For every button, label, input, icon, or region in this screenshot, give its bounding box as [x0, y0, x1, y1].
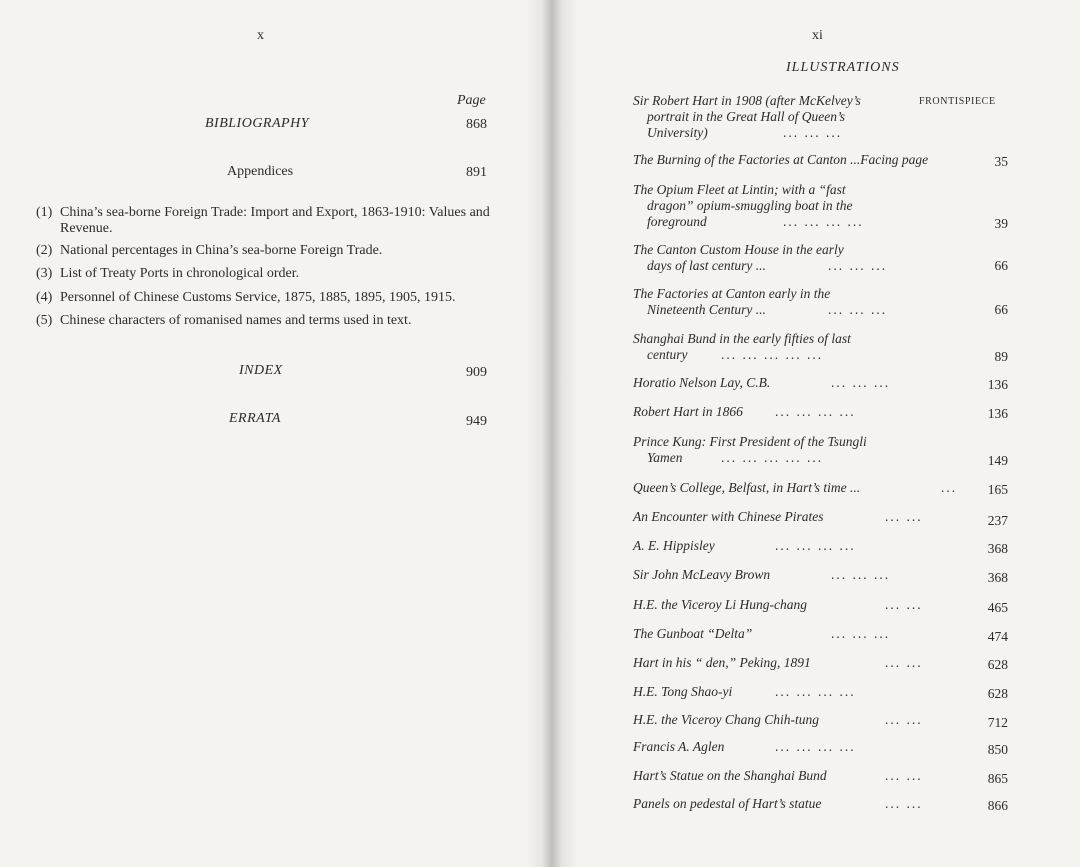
- illustration-row: [633, 93, 1008, 141]
- entry-label-index: INDEX: [239, 363, 283, 378]
- leader-dots: ... ... ...: [783, 125, 843, 140]
- leader-dots: ... ... ... ...: [775, 538, 856, 553]
- illustration-page: 865: [987, 771, 1008, 786]
- illustration-row: [633, 684, 1008, 700]
- entry-label-errata: ERRATA: [229, 411, 281, 426]
- illustration-caption: Sir John McLeavy Brown: [633, 567, 771, 582]
- entry-page-bibliography: 868: [466, 117, 487, 132]
- entry-label-bibliography: BIBLIOGRAPHY: [205, 116, 309, 131]
- leader-dots: ... ... ...: [828, 302, 888, 317]
- illustration-caption-cont: portrait in the Great Hall of Queen’s: [647, 109, 845, 124]
- leader-dots: ... ...: [885, 509, 923, 524]
- appendix-number: (5): [36, 313, 53, 328]
- page-number-left: x: [257, 28, 264, 43]
- book-gutter: [526, 0, 578, 867]
- appendix-number: (4): [36, 290, 53, 305]
- illustration-row: [633, 538, 1008, 554]
- appendix-text: China’s sea-borne Foreign Trade: Import and Export, 1863-1910: Values and Revenue.: [60, 205, 490, 236]
- illustration-page: 628: [987, 686, 1008, 701]
- illustration-page: 368: [987, 570, 1008, 585]
- appendix-item-4: [36, 290, 491, 306]
- leader-dots: ... ...: [885, 768, 923, 783]
- appendix-number: (2): [36, 243, 53, 258]
- leader-dots: ... ...: [885, 655, 923, 670]
- appendix-item-1: [36, 205, 491, 239]
- leader-dots: ... ... ... ... ...: [721, 450, 824, 465]
- illustration-caption: The Gunboat “Delta”: [633, 626, 753, 641]
- illustration-row: [633, 375, 1008, 391]
- page-number-right: xi: [812, 28, 823, 43]
- illustration-caption: Panels on pedestal of Hart’s statue: [633, 796, 822, 811]
- illustration-caption: Horatio Nelson Lay, C.B.: [633, 375, 771, 390]
- illustration-page: 866: [987, 798, 1008, 813]
- illustration-caption: Hart’s Statue on the Shanghai Bund: [633, 768, 827, 783]
- illustration-caption: Sir Robert Hart in 1908 (after McKelvey’s: [633, 93, 861, 108]
- appendix-item-2: [36, 243, 491, 259]
- leader-dots: ... ... ...: [831, 375, 891, 390]
- illustration-page: 474: [987, 629, 1008, 644]
- illustration-caption: Hart in his “ den,” Peking, 1891: [633, 655, 811, 670]
- leader-dots: ... ... ... ...: [783, 214, 864, 229]
- illustration-row: [633, 768, 1008, 784]
- leader-dots: ... ... ...: [828, 258, 888, 273]
- illustration-caption: Queen’s College, Belfast, in Hart’s time ...: [633, 480, 861, 495]
- illustration-row: [633, 182, 1008, 232]
- illustration-caption: The Burning of the Factories at Canton ...Facing page: [633, 152, 929, 167]
- illustration-page: 89: [994, 349, 1008, 364]
- illustration-page: 165: [987, 482, 1008, 497]
- leader-dots: ... ... ...: [831, 567, 891, 582]
- entry-label-appendices: Appendices: [227, 164, 294, 179]
- illustration-caption: An Encounter with Chinese Pirates: [633, 509, 824, 524]
- appendix-text: Personnel of Chinese Customs Service, 1875, 1885, 1895, 1905, 1915.: [60, 290, 456, 305]
- illustrations-title: ILLUSTRATIONS: [786, 60, 900, 75]
- illustration-page: 712: [987, 715, 1008, 730]
- entry-page-appendices: 891: [466, 165, 487, 180]
- illustration-row: [633, 597, 1008, 613]
- illustration-row: [633, 331, 1008, 365]
- illustration-page: 66: [994, 258, 1008, 273]
- illustration-caption: H.E. the Viceroy Li Hung-chang: [633, 597, 807, 612]
- illustration-caption: The Opium Fleet at Lintin; with a “fast: [633, 182, 846, 197]
- illustration-caption: A. E. Hippisley: [633, 538, 715, 553]
- illustration-page: 465: [987, 600, 1008, 615]
- illustration-row: [633, 567, 1008, 583]
- illustration-page: 66: [994, 302, 1008, 317]
- appendix-number: (3): [36, 266, 53, 281]
- entry-page-index: 909: [466, 365, 487, 380]
- appendix-item-5: [36, 313, 491, 329]
- leader-dots: ... ...: [885, 597, 923, 612]
- leader-dots: ...: [941, 480, 958, 495]
- illustration-page: 237: [987, 513, 1008, 528]
- illustration-caption-cont: century: [647, 347, 688, 362]
- illustration-caption: Robert Hart in 1866: [633, 404, 743, 419]
- appendix-text: National percentages in China’s sea-borne Foreign Trade.: [60, 243, 383, 258]
- illustration-caption: Shanghai Bund in the early fifties of last: [633, 331, 851, 346]
- appendix-number: (1): [36, 205, 53, 220]
- illustration-row: [633, 434, 1008, 468]
- illustration-caption: Francis A. Aglen: [633, 739, 725, 754]
- illustration-caption-cont: Yamen: [647, 450, 683, 465]
- leader-dots: ... ...: [885, 796, 923, 811]
- illustration-caption: Prince Kung: First President of the Tsungli: [633, 434, 867, 449]
- illustration-row: [633, 404, 1008, 420]
- illustration-row: [633, 739, 1008, 755]
- illustration-row: [633, 655, 1008, 671]
- leader-dots: ... ... ... ...: [775, 404, 856, 419]
- entry-page-errata: 949: [466, 414, 487, 429]
- leader-dots: ... ... ...: [831, 626, 891, 641]
- illustration-caption-cont: foreground: [647, 214, 707, 229]
- leader-dots: ... ...: [885, 712, 923, 727]
- illustration-page: 628: [987, 657, 1008, 672]
- leader-dots: ... ... ... ...: [775, 684, 856, 699]
- illustration-caption: H.E. Tong Shao-yi: [633, 684, 733, 699]
- page-column-heading: Page: [457, 93, 486, 108]
- illustration-row: [633, 626, 1008, 642]
- illustration-caption: The Canton Custom House in the early: [633, 242, 844, 257]
- illustration-page: 850: [987, 742, 1008, 757]
- illustration-caption-cont: dragon” opium-smuggling boat in the: [647, 198, 853, 213]
- illustration-row: [633, 480, 1008, 496]
- illustration-caption-cont: University): [647, 125, 708, 140]
- illustration-caption: H.E. the Viceroy Chang Chih-tung: [633, 712, 819, 727]
- illustration-page: 39: [994, 216, 1008, 231]
- illustration-row: [633, 796, 1008, 812]
- illustration-caption-cont: days of last century ...: [647, 258, 766, 273]
- frontispiece-label: FRONTISPIECE: [919, 96, 996, 107]
- illustration-page: 136: [987, 377, 1008, 392]
- illustration-row: [633, 509, 1008, 528]
- illustration-page: 149: [987, 453, 1008, 468]
- illustration-page: 136: [987, 406, 1008, 421]
- illustration-row: [633, 242, 1008, 276]
- illustration-page: 35: [994, 154, 1008, 169]
- leader-dots: ... ... ... ...: [775, 739, 856, 754]
- illustration-row: [633, 286, 1008, 320]
- leader-dots: ... ... ... ... ...: [721, 347, 824, 362]
- appendix-item-3: [36, 266, 491, 282]
- illustration-caption-cont: Nineteenth Century ...: [647, 302, 766, 317]
- illustration-page: 368: [987, 541, 1008, 556]
- illustration-row: [633, 712, 1008, 728]
- appendix-text: List of Treaty Ports in chronological order.: [60, 266, 300, 281]
- illustration-caption: The Factories at Canton early in the: [633, 286, 831, 301]
- illustration-row: [633, 152, 1008, 168]
- appendix-text: Chinese characters of romanised names and terms used in text.: [60, 313, 412, 328]
